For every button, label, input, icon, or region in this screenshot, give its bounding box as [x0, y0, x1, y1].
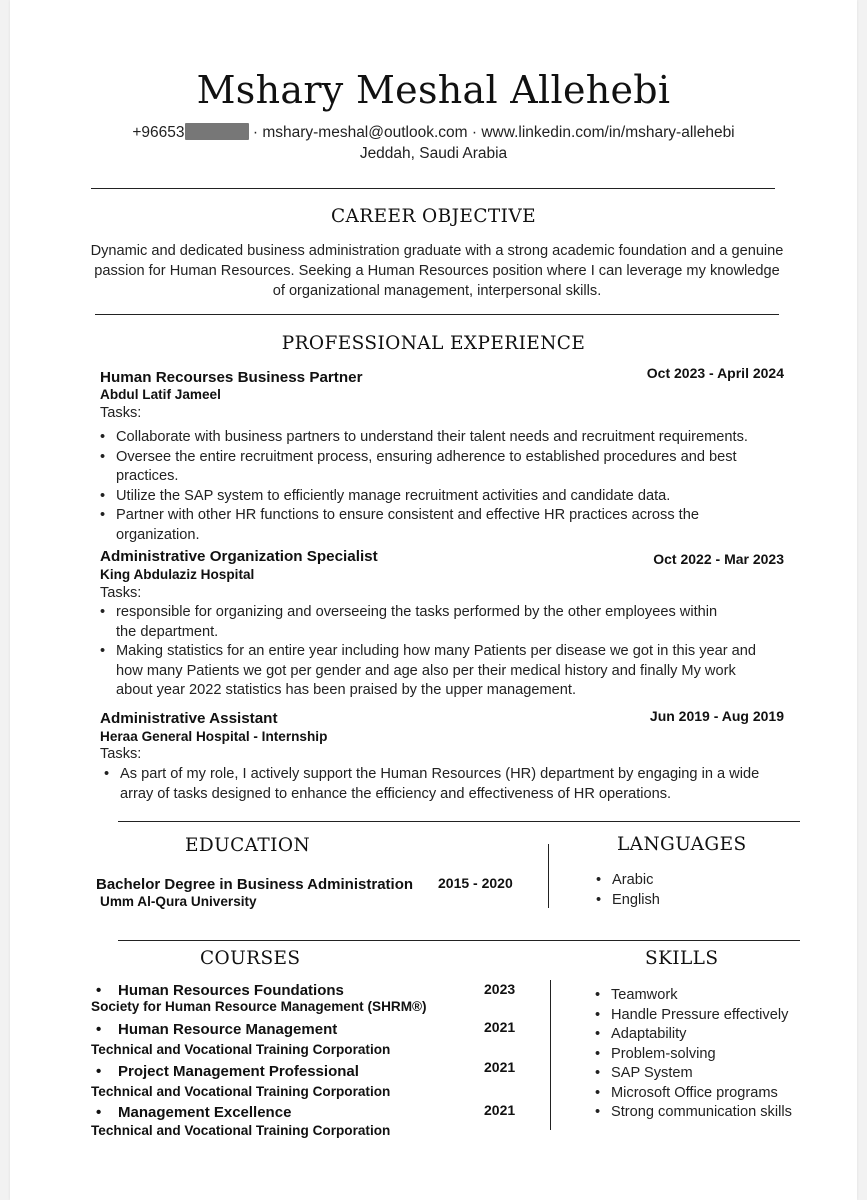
candidate-name: Mshary Meshal Allehebi: [196, 68, 671, 112]
list-item: • Partner with other HR functions to ensure consistent and effective HR practices across the organization.: [100, 506, 760, 545]
email-link[interactable]: mshary-meshal@outlook.com: [262, 124, 468, 141]
list-item: • Handle Pressure effectively: [595, 1006, 835, 1026]
course-org: Technical and Vocational Training Corporation: [91, 1042, 391, 1057]
list-item: • Making statistics for an entire year including how many Patients per disease we got in this year and how many Patients we got per gender and age also per their medical history and finally My work about year 2022 statistics has been praised by the upper management.: [100, 642, 768, 701]
course-name: • Human Resource Management: [96, 1021, 338, 1038]
course-org: Technical and Vocational Training Corporation: [91, 1084, 391, 1099]
task-list: [100, 603, 768, 701]
course-org: Society for Human Resource Management (SHRM®): [91, 999, 427, 1014]
redacted-phone-block: [185, 123, 249, 140]
course-year: 2021: [484, 1019, 516, 1035]
list-item: • Collaborate with business partners to understand their talent needs and recruitment requirements.: [100, 428, 760, 448]
course-year: 2021: [484, 1059, 516, 1075]
divider: [118, 821, 800, 822]
course-name: • Human Resources Foundations: [96, 982, 344, 999]
education-section-title: EDUCATION: [185, 835, 311, 856]
task-list: [104, 765, 784, 804]
job-dates: Oct 2022 - Mar 2023: [653, 551, 784, 567]
list-item: • Strong communication skills: [595, 1103, 835, 1123]
linkedin-link[interactable]: www.linkedin.com/in/mshary-allehebi: [481, 124, 735, 141]
languages-list: [596, 871, 796, 910]
divider: [118, 940, 800, 941]
list-item: • English: [596, 891, 796, 911]
course-org: Technical and Vocational Training Corporation: [91, 1123, 391, 1138]
skills-section-title: SKILLS: [645, 948, 719, 969]
job-title: Administrative Assistant: [100, 710, 278, 727]
list-item: • Utilize the SAP system to efficiently manage recruitment activities and candidate data.: [100, 487, 760, 507]
list-item: • Adaptability: [595, 1025, 835, 1045]
vertical-divider: [548, 844, 549, 908]
job-dates: Oct 2023 - April 2024: [646, 365, 784, 381]
job-title: Human Recourses Business Partner: [100, 369, 363, 386]
degree-name: Bachelor Degree in Business Administration: [96, 876, 414, 893]
list-item: • Microsoft Office programs: [595, 1084, 835, 1104]
tasks-label: Tasks:: [100, 746, 142, 762]
contact-line: [0, 123, 867, 142]
tasks-label: Tasks:: [100, 405, 142, 421]
list-item: • responsible for organizing and overseeing the tasks performed by the other employees within the department.: [100, 603, 768, 642]
tasks-label: Tasks:: [100, 585, 142, 601]
job-org: Abdul Latif Jameel: [100, 387, 221, 402]
degree-years: 2015 - 2020: [438, 875, 513, 891]
school-name: Umm Al-Qura University: [100, 894, 257, 909]
course-year: 2021: [484, 1102, 516, 1118]
divider: [91, 188, 775, 189]
objective-text: Dynamic and dedicated business administration graduate with a strong academic foundation and a genuine passion for Human Resources. Seeking a Human Resources position where I can leverage my knowledge of organizational management, interpersonal skills.: [90, 243, 784, 299]
list-item: • Teamwork: [595, 986, 835, 1006]
vertical-divider: [550, 980, 551, 1130]
objective-section-title: CAREER OBJECTIVE: [330, 206, 536, 227]
list-item: • SAP System: [595, 1064, 835, 1084]
languages-section-title: LANGUAGES: [617, 834, 747, 855]
course-name: • Project Management Professional: [96, 1063, 359, 1080]
location: Jeddah, Saudi Arabia: [359, 145, 508, 162]
job-title: Administrative Organization Specialist: [100, 548, 378, 565]
course-name: • Management Excellence: [96, 1104, 292, 1121]
job-dates: Jun 2019 - Aug 2019: [649, 708, 784, 724]
job-org: Heraa General Hospital - Internship: [100, 729, 328, 744]
course-year: 2023: [484, 981, 516, 997]
list-item: • Arabic: [596, 871, 796, 891]
list-item: • Oversee the entire recruitment process, ensuring adherence to established procedures and best practices.: [100, 448, 760, 487]
skills-list: [595, 986, 835, 1123]
list-item: • As part of my role, I actively support the Human Resources (HR) department by engaging in a wide array of tasks designed to enhance the efficiency and effectiveness of HR operations.: [104, 765, 784, 804]
list-item: • Problem-solving: [595, 1045, 835, 1065]
task-list: [100, 428, 760, 545]
experience-section-title: PROFESSIONAL EXPERIENCE: [281, 333, 586, 354]
job-org: King Abdulaziz Hospital: [100, 567, 255, 582]
courses-section-title: COURSES: [200, 948, 301, 969]
phone-prefix: +96653: [132, 124, 185, 141]
divider: [95, 314, 779, 315]
separator-dot: ·: [252, 124, 258, 141]
separator-dot: ·: [471, 124, 478, 141]
